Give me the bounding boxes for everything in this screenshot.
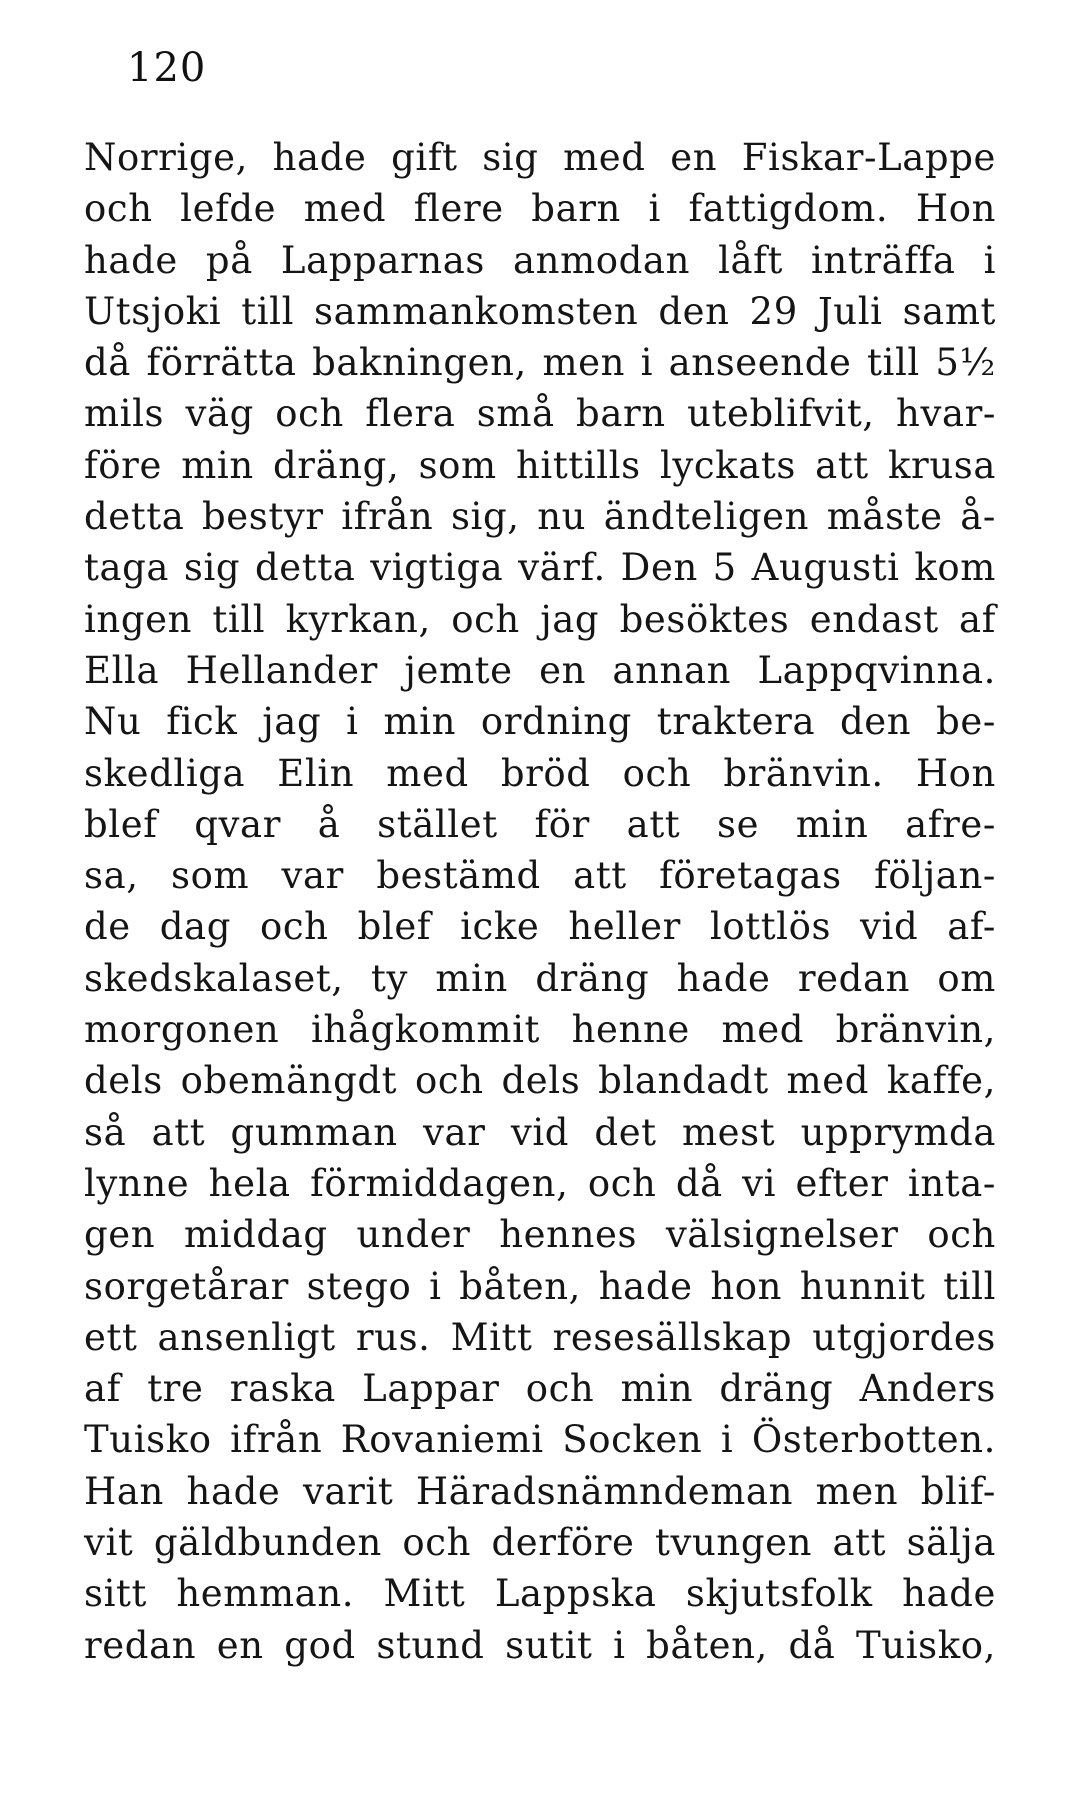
text-line bbox=[84, 1466, 996, 1517]
text-line-content: Ella Hellander jemte en annan Lappqvinna. bbox=[84, 648, 996, 692]
text-line bbox=[84, 1004, 996, 1055]
text-line-content: Nu fick jag i min ordning traktera den be- bbox=[84, 700, 996, 744]
text-line bbox=[84, 1363, 996, 1414]
text-line bbox=[84, 542, 996, 593]
text-line bbox=[84, 132, 996, 183]
text-line bbox=[84, 1158, 996, 1209]
text-line-content: sorgetårar stego i båten, hade hon hunnit till bbox=[84, 1264, 996, 1308]
text-line-content: af tre raska Lappar och min dräng Anders bbox=[84, 1367, 996, 1411]
text-line-content: sa, som var bestämd att företagas följan- bbox=[84, 854, 996, 898]
text-line bbox=[84, 440, 996, 491]
text-line bbox=[84, 901, 996, 952]
text-line-content: lynne hela förmiddagen, och då vi efter inta- bbox=[84, 1161, 996, 1205]
text-line bbox=[84, 799, 996, 850]
text-line-content: Tuisko ifrån Rovaniemi Socken i Österbotten. bbox=[84, 1418, 996, 1462]
text-line bbox=[84, 953, 996, 1004]
text-line-content: och lefde med flere barn i fattigdom. Hon bbox=[84, 187, 996, 231]
text-line bbox=[84, 388, 996, 439]
text-line bbox=[84, 286, 996, 337]
text-line-content: redan en god stund sutit i båten, då Tuisko, bbox=[84, 1623, 996, 1667]
text-line-content: morgonen ihågkommit henne med bränvin, bbox=[84, 1008, 996, 1052]
text-line bbox=[84, 337, 996, 388]
text-line bbox=[84, 850, 996, 901]
text-line-content: blef qvar å stället för att se min afre- bbox=[84, 802, 996, 846]
text-line bbox=[84, 1620, 996, 1671]
page-number: 120 bbox=[127, 45, 207, 91]
text-line bbox=[84, 1517, 996, 1568]
text-line bbox=[84, 1209, 996, 1260]
text-line bbox=[84, 748, 996, 799]
text-line bbox=[84, 1261, 996, 1312]
text-line-content: dels obemängdt och dels blandadt med kaffe, bbox=[84, 1059, 996, 1103]
text-line bbox=[84, 1055, 996, 1106]
text-line-content: Utsjoki till sammankomsten den 29 Juli samt bbox=[84, 289, 996, 333]
text-line-content: skedskalaset, ty min dräng hade redan om bbox=[84, 956, 996, 1000]
body-text bbox=[84, 132, 996, 1671]
text-line-content: taga sig detta vigtiga värf. Den 5 Augusti kom bbox=[84, 546, 996, 590]
text-line-content: då förrätta bakningen, men i anseende till 5½ bbox=[84, 341, 996, 385]
text-line-content: ingen till kyrkan, och jag besöktes endast af bbox=[84, 597, 996, 641]
text-line-content: detta bestyr ifrån sig, nu ändteligen måste å- bbox=[84, 495, 996, 539]
text-line bbox=[84, 1107, 996, 1158]
text-line bbox=[84, 491, 996, 542]
text-line bbox=[84, 696, 996, 747]
text-line bbox=[84, 594, 996, 645]
text-line-content: Han hade varit Häradsnämndeman men blif- bbox=[84, 1469, 996, 1513]
text-line-content: före min dräng, som hittills lyckats att krusa bbox=[84, 443, 996, 487]
text-line bbox=[84, 645, 996, 696]
text-line-content: sitt hemman. Mitt Lappska skjutsfolk hade bbox=[84, 1572, 996, 1616]
text-line-content: ett ansenligt rus. Mitt resesällskap utgjordes bbox=[84, 1315, 996, 1359]
text-line-content: så att gumman var vid det mest upprymda bbox=[84, 1110, 996, 1154]
text-line-content: vit gäldbunden och derföre tvungen att sälja bbox=[84, 1521, 996, 1565]
text-line bbox=[84, 1568, 996, 1619]
text-line bbox=[84, 183, 996, 234]
text-line-content: gen middag under hennes välsignelser och bbox=[84, 1213, 996, 1257]
text-line bbox=[84, 1312, 996, 1363]
text-line bbox=[84, 235, 996, 286]
text-line bbox=[84, 1414, 996, 1465]
text-line-content: mils väg och flera små barn uteblifvit, hvar- bbox=[84, 392, 996, 436]
text-line-content: Norrige, hade gift sig med en Fiskar-Lappe bbox=[84, 136, 996, 179]
text-line-content: hade på Lapparnas anmodan låft inträffa i bbox=[84, 238, 996, 282]
text-line-content: skedliga Elin med bröd och bränvin. Hon bbox=[84, 751, 996, 795]
text-line-content: de dag och blef icke heller lottlös vid af- bbox=[84, 905, 996, 949]
